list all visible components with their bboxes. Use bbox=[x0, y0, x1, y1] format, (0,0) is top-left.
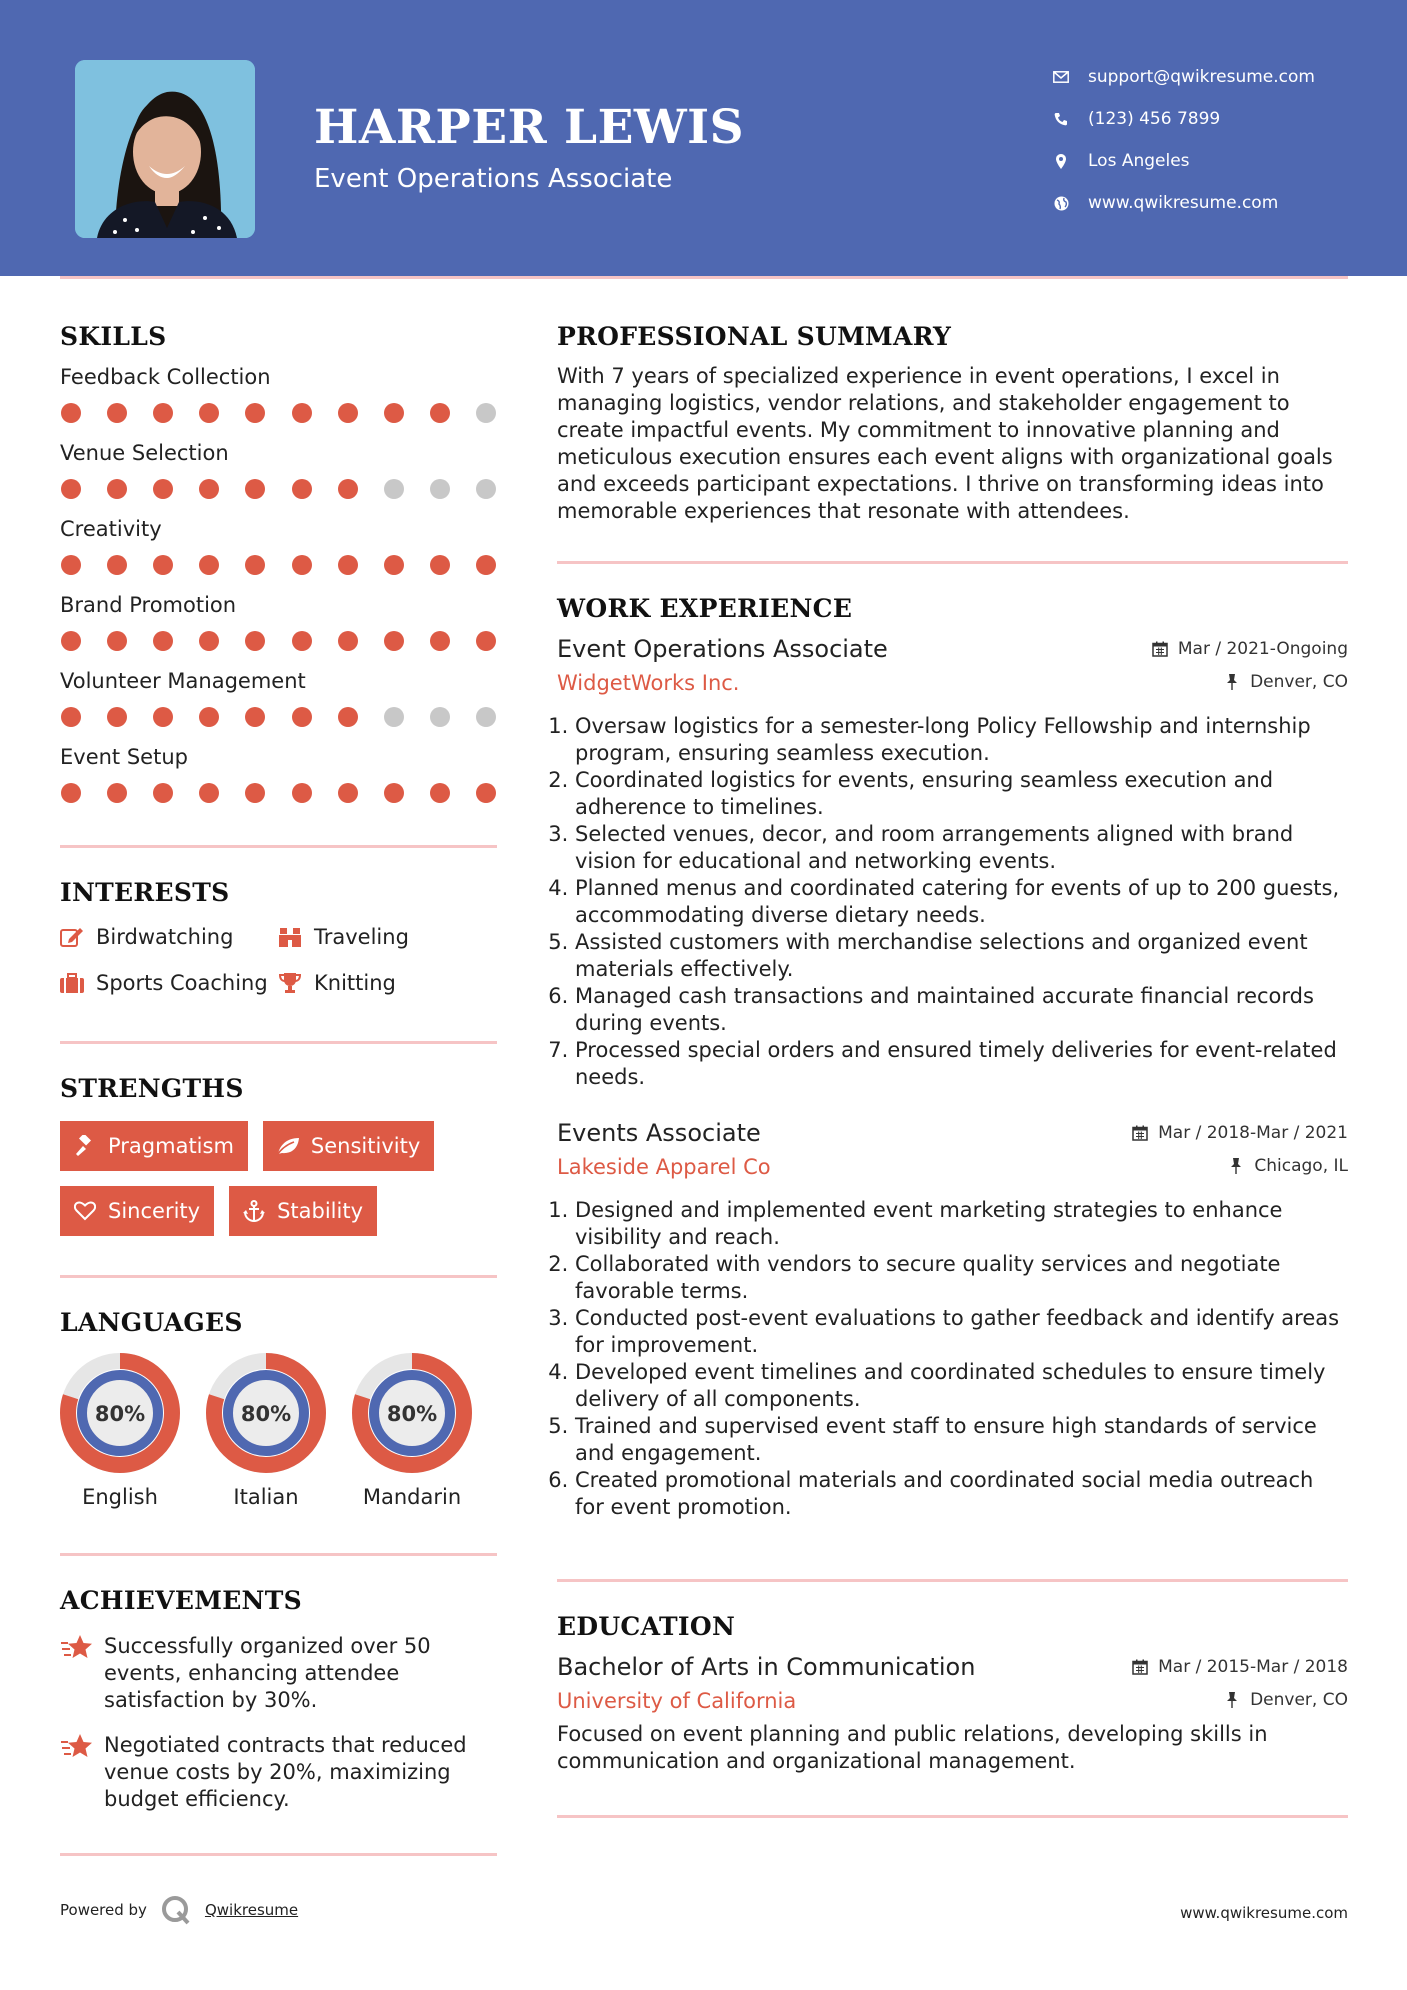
company-name: Lakeside Apparel Co bbox=[557, 1155, 771, 1179]
pushpin-icon bbox=[1227, 1157, 1245, 1175]
heart-icon bbox=[72, 1198, 98, 1224]
rating-dot-empty bbox=[384, 707, 404, 727]
profile-photo-image bbox=[75, 60, 255, 238]
school-name: University of California bbox=[557, 1689, 797, 1713]
rating-dot-filled bbox=[61, 783, 81, 803]
section-divider bbox=[60, 1275, 497, 1278]
section-divider bbox=[60, 1553, 497, 1556]
rating-dot-filled bbox=[199, 555, 219, 575]
section-divider bbox=[60, 845, 497, 848]
education-heading: EDUCATION bbox=[557, 1612, 736, 1641]
rating-dot-filled bbox=[61, 479, 81, 499]
pencil-square-icon bbox=[60, 925, 84, 949]
duty-item: 1. Designed and implemented event marketing strategies to enhance visibility and reach. bbox=[575, 1197, 1348, 1251]
rating-dot-filled bbox=[245, 403, 265, 423]
language-name: English bbox=[82, 1485, 158, 1509]
calendar-icon bbox=[1151, 640, 1169, 658]
resume-header bbox=[0, 0, 1407, 276]
rating-dot-filled bbox=[61, 707, 81, 727]
rating-dot-filled bbox=[61, 403, 81, 423]
language-item bbox=[60, 1353, 180, 1509]
rating-dot-filled bbox=[107, 479, 127, 499]
powered-by-text: Powered by bbox=[60, 1901, 147, 1919]
qwikresume-logo-icon bbox=[161, 1895, 191, 1925]
rating-dot-filled bbox=[107, 555, 127, 575]
interest-item bbox=[278, 925, 497, 949]
candidate-role: Event Operations Associate bbox=[314, 164, 673, 194]
skill-rating bbox=[60, 479, 497, 499]
leaf-icon bbox=[275, 1133, 301, 1159]
rating-dot-empty bbox=[476, 403, 496, 423]
duty-item: 6. Managed cash transactions and maintained accurate financial records during events. bbox=[575, 983, 1348, 1037]
rating-dot-filled bbox=[153, 479, 173, 499]
skill-item bbox=[60, 517, 497, 575]
anchor-icon bbox=[241, 1198, 267, 1224]
rating-dot-filled bbox=[384, 555, 404, 575]
skill-name: Event Setup bbox=[60, 745, 188, 769]
section-divider bbox=[557, 561, 1348, 564]
rating-dot-filled bbox=[338, 707, 358, 727]
rating-dot-empty bbox=[476, 707, 496, 727]
skill-rating bbox=[60, 707, 497, 727]
rating-dot-filled bbox=[107, 707, 127, 727]
rating-dot-filled bbox=[153, 403, 173, 423]
interest-label: Birdwatching bbox=[96, 925, 234, 949]
job-location bbox=[1227, 1156, 1348, 1176]
education-dates bbox=[1131, 1657, 1348, 1677]
language-percent: 80% bbox=[240, 1402, 292, 1426]
rating-dot-filled bbox=[199, 631, 219, 651]
duty-item: 3. Selected venues, decor, and room arrangements aligned with brand vision for educational and networking events. bbox=[575, 821, 1348, 875]
rating-dot-filled bbox=[61, 555, 81, 575]
footer-website[interactable]: www.qwikresume.com bbox=[1180, 1904, 1348, 1922]
profile-photo bbox=[75, 60, 255, 238]
interest-item bbox=[60, 925, 278, 949]
achievement-text: Successfully organized over 50 events, enhancing attendee satisfaction by 30%. bbox=[104, 1634, 431, 1712]
interests-heading: INTERESTS bbox=[60, 878, 230, 907]
gavel-icon bbox=[72, 1133, 98, 1159]
education-description: Focused on event planning and public relations, developing skills in communication and organizational management. bbox=[557, 1722, 1268, 1773]
skill-rating bbox=[60, 555, 497, 575]
rating-dot-filled bbox=[292, 555, 312, 575]
languages-list bbox=[60, 1353, 497, 1509]
rating-dot-filled bbox=[292, 631, 312, 651]
trophy-icon bbox=[278, 971, 302, 995]
job-title: Event Operations Associate bbox=[557, 635, 888, 663]
rating-dot-empty bbox=[476, 479, 496, 499]
skill-name: Creativity bbox=[60, 517, 162, 541]
job-duties bbox=[557, 713, 1348, 1091]
summary-text: With 7 years of specialized experience in event operations, I excel in managing logistics, vendor relations, and stakeholder engagement to create impactful events. My commitment to innovative planning and meticulous execution ensures each event aligns with organizational goals and exceeds participant expectations. I thrive on transforming ideas into memorable experiences that resonate with attendees. bbox=[557, 364, 1333, 523]
rating-dot-filled bbox=[153, 555, 173, 575]
rating-dot-filled bbox=[292, 403, 312, 423]
job-dates-text: Mar / 2018-Mar / 2021 bbox=[1158, 1123, 1348, 1143]
skill-item bbox=[60, 593, 497, 651]
duty-item: 3. Conducted post-event evaluations to gather feedback and identify areas for improvement. bbox=[575, 1305, 1348, 1359]
left-column bbox=[60, 322, 497, 1856]
section-divider bbox=[60, 1041, 497, 1044]
calendar-icon bbox=[1131, 1658, 1149, 1676]
strength-label: Sensitivity bbox=[310, 1134, 421, 1158]
skill-name: Volunteer Management bbox=[60, 669, 306, 693]
skill-item bbox=[60, 441, 497, 499]
duty-item: 2. Coordinated logistics for events, ensuring seamless execution and adherence to timelines. bbox=[575, 767, 1348, 821]
rating-dot-filled bbox=[199, 783, 219, 803]
skill-rating bbox=[60, 631, 497, 651]
rating-dot-filled bbox=[476, 555, 496, 575]
interest-label: Sports Coaching bbox=[96, 971, 268, 995]
rating-dot-filled bbox=[338, 631, 358, 651]
rating-dot-filled bbox=[153, 631, 173, 651]
contact-phone[interactable] bbox=[1050, 98, 1315, 140]
interests-list bbox=[60, 925, 497, 995]
strength-chip bbox=[263, 1121, 434, 1171]
section-divider bbox=[557, 1815, 1348, 1818]
rating-dot-filled bbox=[476, 631, 496, 651]
language-level-ring bbox=[352, 1353, 472, 1473]
duty-item: 4. Developed event timelines and coordinated schedules to ensure timely delivery of all components. bbox=[575, 1359, 1348, 1413]
interest-label: Knitting bbox=[314, 971, 396, 995]
rating-dot-filled bbox=[245, 783, 265, 803]
achievement-text: Negotiated contracts that reduced venue costs by 20%, maximizing budget efficiency. bbox=[104, 1733, 467, 1811]
rating-dot-filled bbox=[384, 403, 404, 423]
skill-item bbox=[60, 365, 497, 423]
rating-dot-filled bbox=[338, 783, 358, 803]
contact-email-text: support@qwikresume.com bbox=[1088, 67, 1315, 87]
job-dates bbox=[1131, 1123, 1348, 1143]
rating-dot-filled bbox=[245, 555, 265, 575]
duty-item: 2. Collaborated with vendors to secure quality services and negotiate favorable terms. bbox=[575, 1251, 1348, 1305]
section-divider bbox=[557, 1579, 1348, 1582]
job-title: Events Associate bbox=[557, 1119, 761, 1147]
interest-item bbox=[278, 971, 497, 995]
rating-dot-filled bbox=[153, 783, 173, 803]
rating-dot-filled bbox=[199, 479, 219, 499]
duty-item: 6. Created promotional materials and coordinated social media outreach for event promotion. bbox=[575, 1467, 1348, 1521]
contact-phone-text: (123) 456 7899 bbox=[1088, 109, 1221, 129]
contact-website-text: www.qwikresume.com bbox=[1088, 193, 1279, 213]
rating-dot-filled bbox=[245, 631, 265, 651]
rating-dot-filled bbox=[107, 783, 127, 803]
strength-label: Sincerity bbox=[108, 1199, 201, 1223]
strength-label: Pragmatism bbox=[108, 1134, 234, 1158]
duty-item: 5. Assisted customers with merchandise selections and organized event materials effectively. bbox=[575, 929, 1348, 983]
phone-icon bbox=[1050, 108, 1072, 130]
job-entry bbox=[557, 635, 1348, 1091]
education-location bbox=[1223, 1690, 1348, 1710]
language-percent: 80% bbox=[94, 1402, 146, 1426]
rating-dot-filled bbox=[61, 631, 81, 651]
rating-dot-filled bbox=[292, 707, 312, 727]
interest-label: Traveling bbox=[314, 925, 409, 949]
rating-dot-empty bbox=[384, 479, 404, 499]
job-entry bbox=[557, 1119, 1348, 1521]
strengths-list bbox=[60, 1121, 497, 1236]
strength-label: Stability bbox=[277, 1199, 364, 1223]
duty-item: 5. Trained and supervised event staff to ensure high standards of service and engagement. bbox=[575, 1413, 1348, 1467]
header-divider bbox=[60, 276, 1348, 279]
rating-dot-filled bbox=[107, 631, 127, 651]
qwikresume-link[interactable]: Qwikresume bbox=[204, 1901, 299, 1919]
contact-list bbox=[1050, 56, 1315, 224]
education-dates-text: Mar / 2015-Mar / 2018 bbox=[1158, 1657, 1348, 1677]
interest-item bbox=[60, 971, 278, 995]
education-location-text: Denver, CO bbox=[1250, 1690, 1348, 1710]
rating-dot-filled bbox=[245, 707, 265, 727]
education-entry bbox=[557, 1653, 1348, 1775]
rating-dot-filled bbox=[292, 783, 312, 803]
pushpin-icon bbox=[1223, 1691, 1241, 1709]
experience-heading: WORK EXPERIENCE bbox=[557, 594, 853, 623]
strength-chip bbox=[60, 1186, 214, 1236]
language-level-ring bbox=[60, 1353, 180, 1473]
achievement-item bbox=[60, 1633, 497, 1714]
summary-heading: PROFESSIONAL SUMMARY bbox=[557, 322, 952, 351]
language-name: Italian bbox=[233, 1485, 299, 1509]
rating-dot-filled bbox=[199, 403, 219, 423]
rating-dot-filled bbox=[430, 555, 450, 575]
skill-rating bbox=[60, 403, 497, 423]
job-location-text: Denver, CO bbox=[1250, 672, 1348, 692]
contact-website[interactable] bbox=[1050, 182, 1315, 224]
skills-list bbox=[60, 365, 497, 803]
job-dates-text: Mar / 2021-Ongoing bbox=[1177, 639, 1348, 659]
envelope-icon bbox=[1050, 66, 1072, 88]
strengths-heading: STRENGTHS bbox=[60, 1074, 244, 1103]
skill-item bbox=[60, 669, 497, 727]
achievement-item bbox=[60, 1732, 497, 1813]
rating-dot-empty bbox=[430, 707, 450, 727]
job-duties bbox=[557, 1197, 1348, 1521]
rating-dot-filled bbox=[430, 783, 450, 803]
languages-heading: LANGUAGES bbox=[60, 1308, 243, 1337]
rating-dot-filled bbox=[430, 631, 450, 651]
skill-rating bbox=[60, 783, 497, 803]
rating-dot-filled bbox=[476, 783, 496, 803]
skill-name: Venue Selection bbox=[60, 441, 229, 465]
strength-chip bbox=[229, 1186, 377, 1236]
language-level-ring bbox=[206, 1353, 326, 1473]
job-location-text: Chicago, IL bbox=[1254, 1156, 1348, 1176]
strength-chip bbox=[60, 1121, 248, 1171]
duty-item: 7. Processed special orders and ensured timely deliveries for event-related needs. bbox=[575, 1037, 1348, 1091]
rating-dot-filled bbox=[338, 403, 358, 423]
achievements-heading: ACHIEVEMENTS bbox=[60, 1586, 302, 1615]
skill-name: Feedback Collection bbox=[60, 365, 271, 389]
contact-location bbox=[1050, 140, 1315, 182]
rating-dot-filled bbox=[245, 479, 265, 499]
degree-title: Bachelor of Arts in Communication bbox=[557, 1653, 976, 1681]
rating-dot-filled bbox=[384, 783, 404, 803]
candidate-name: HARPER LEWIS bbox=[314, 100, 745, 155]
rating-dot-filled bbox=[153, 707, 173, 727]
binoculars-icon bbox=[278, 925, 302, 949]
right-column bbox=[557, 322, 1348, 1818]
footer-branding bbox=[60, 1895, 298, 1925]
duty-item: 1. Oversaw logistics for a semester-long Policy Fellowship and internship program, ensuring seamless execution. bbox=[575, 713, 1348, 767]
job-location bbox=[1223, 672, 1348, 692]
rating-dot-filled bbox=[338, 555, 358, 575]
pushpin-icon bbox=[1223, 673, 1241, 691]
contact-location-text: Los Angeles bbox=[1088, 151, 1190, 171]
skills-heading: SKILLS bbox=[60, 322, 167, 351]
calendar-icon bbox=[1131, 1124, 1149, 1142]
star-badge-icon bbox=[60, 1633, 94, 1663]
rating-dot-filled bbox=[199, 707, 219, 727]
language-item bbox=[352, 1353, 472, 1509]
section-divider bbox=[60, 1853, 497, 1856]
rating-dot-filled bbox=[107, 403, 127, 423]
rating-dot-filled bbox=[338, 479, 358, 499]
rating-dot-empty bbox=[430, 479, 450, 499]
briefcase-icon bbox=[60, 971, 84, 995]
job-dates bbox=[1151, 639, 1348, 659]
language-name: Mandarin bbox=[362, 1485, 462, 1509]
rating-dot-filled bbox=[430, 403, 450, 423]
star-badge-icon bbox=[60, 1732, 94, 1762]
rating-dot-filled bbox=[384, 631, 404, 651]
language-percent: 80% bbox=[386, 1402, 438, 1426]
duty-item: 4. Planned menus and coordinated catering for events of up to 200 guests, accommodating diverse dietary needs. bbox=[575, 875, 1348, 929]
company-name: WidgetWorks Inc. bbox=[557, 671, 740, 695]
map-marker-icon bbox=[1050, 150, 1072, 172]
rating-dot-filled bbox=[292, 479, 312, 499]
skill-name: Brand Promotion bbox=[60, 593, 237, 617]
globe-icon bbox=[1050, 192, 1072, 214]
language-item bbox=[206, 1353, 326, 1509]
skill-item bbox=[60, 745, 497, 803]
contact-email[interactable] bbox=[1050, 56, 1315, 98]
